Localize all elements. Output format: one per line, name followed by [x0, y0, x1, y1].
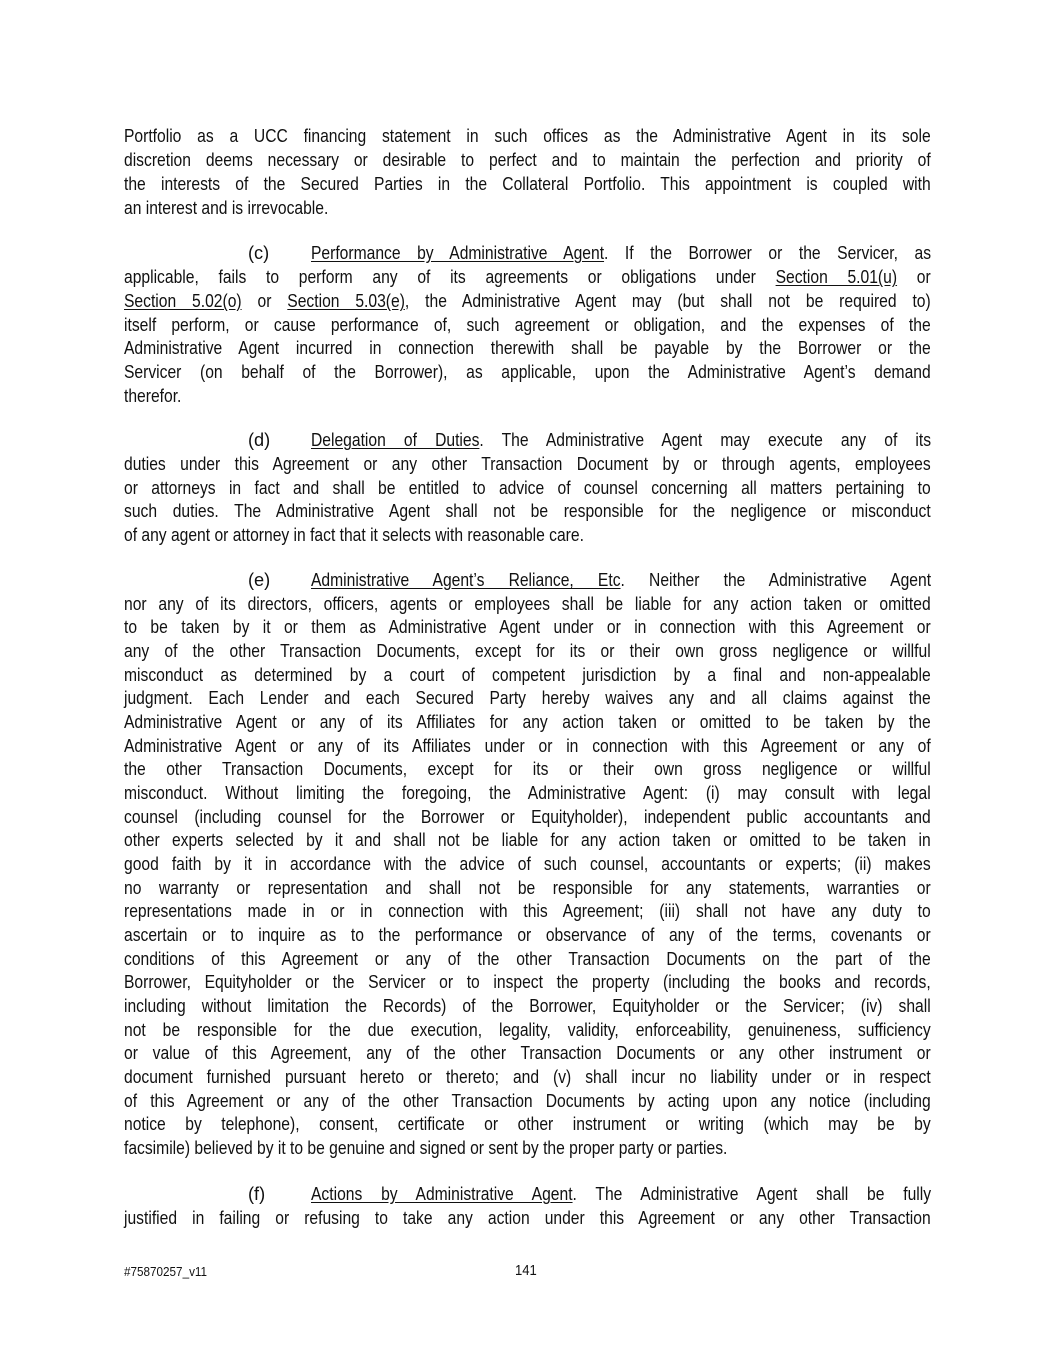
- section-heading: Delegation of Duties: [311, 430, 480, 450]
- section-heading: Actions by Administrative Agent: [311, 1184, 573, 1204]
- text-line: representations made in or in connection with this Agreement; (iii) shall not have any duty to: [124, 901, 931, 921]
- section-heading-line: Actions by Administrative Agent. The Administrative Agent shall be fully: [311, 1184, 932, 1204]
- text-line: including without limitation the Records) of the Borrower, Equityholder or the Servicer; (iv) shall: [124, 996, 931, 1016]
- text-line: the interests of the Secured Parties in the Collateral Portfolio. This appointment is coupled with: [124, 174, 931, 194]
- text-line: misconduct. Without limiting the foregoing, the Administrative Agent: (i) may consult with legal: [124, 783, 931, 803]
- text-line: duties under this Agreement or any other Transaction Document by or through agents, employees: [124, 454, 931, 474]
- text-line: of this Agreement or any of the other Transaction Documents by acting upon any notice (including: [124, 1091, 931, 1111]
- text-line: ascertain or to inquire as to the performance or observance of any of the terms, covenants or: [124, 925, 931, 945]
- page-number: 141: [515, 1263, 537, 1279]
- text-line: other experts selected by it and shall not be liable for any action taken or omitted to be taken in: [124, 830, 931, 850]
- text-line: notice by telephone), consent, certificate or other instrument or writing (which may be by: [124, 1114, 931, 1134]
- text-line: justified in failing or refusing to take any action under this Agreement or any other Transaction: [124, 1208, 931, 1228]
- text-line: no warranty or representation and shall not be responsible for any statements, warranties or: [124, 878, 931, 898]
- section-heading-line: Delegation of Duties. The Administrative Agent may execute any of its: [311, 430, 932, 450]
- text-line: Portfolio as a UCC financing statement in such offices as the Administrative Agent in its sole: [124, 126, 931, 146]
- document-id: #75870257_v11: [124, 1264, 208, 1279]
- text-line: Administrative Agent or any of its Affiliates under or in connection with this Agreement or any of: [124, 736, 931, 756]
- section-heading: Administrative Agent’s Reliance, Etc: [311, 570, 621, 590]
- section-heading-line: Performance by Administrative Agent. If the Borrower or the Servicer, as: [311, 243, 932, 263]
- text-line: nor any of its directors, officers, agents or employees shall be liable for any action taken or omitted: [124, 594, 931, 614]
- text-line: good faith by it in accordance with the advice of such counsel, accountants or experts; (ii) makes: [124, 854, 931, 874]
- text-line: to be taken by it or them as Administrative Agent under or in connection with this Agreement or: [124, 617, 931, 637]
- section-label: (c): [248, 243, 270, 263]
- section-reference-link: Section 5.01(u): [775, 267, 898, 287]
- text-line: discretion deems necessary or desirable to perfect and to maintain the perfection and priority of: [124, 150, 931, 170]
- text-line: not be responsible for the due execution, legality, validity, enforceability, genuineness, sufficiency: [124, 1020, 931, 1040]
- text-line: Administrative Agent incurred in connection therewith shall be payable by the Borrower or the: [124, 338, 931, 358]
- text-line: facsimile) believed by it to be genuine and signed or sent by the proper party or parties.: [124, 1138, 728, 1158]
- text-line: Borrower, Equityholder or the Servicer or to inspect the property (including the books and records,: [124, 972, 931, 992]
- section-label: (d): [248, 430, 271, 450]
- section-label: (e): [248, 570, 271, 590]
- text-line: applicable, fails to perform any of its agreements or obligations under Section 5.01(u) or: [124, 267, 931, 287]
- text-line: or attorneys in fact and shall be entitled to advice of counsel concerning all matters pertaining to: [124, 478, 931, 498]
- text-line: itself perform, or cause performance of, such agreement or obligation, and the expenses of the: [124, 315, 931, 335]
- text-line: Administrative Agent or any of its Affiliates for any action taken or omitted to be taken by the: [124, 712, 931, 732]
- text-line: conditions of this Agreement or any of the other Transaction Documents on the part of the: [124, 949, 931, 969]
- text-line: such duties. The Administrative Agent shall not be responsible for the negligence or misconduct: [124, 501, 931, 521]
- text-line: the other Transaction Documents, except for its or their own gross negligence or willful: [124, 759, 931, 779]
- section-label: (f): [248, 1184, 266, 1204]
- section-heading-line: Administrative Agent’s Reliance, Etc. Neither the Administrative Agent: [311, 570, 932, 590]
- section-reference-link: Section 5.02(o): [124, 291, 242, 311]
- text-line: therefor.: [124, 386, 182, 406]
- section-heading: Performance by Administrative Agent: [311, 243, 605, 263]
- section-reference-link: Section 5.03(e): [287, 291, 405, 311]
- text-line: document furnished pursuant hereto or thereto; and (v) shall incur no liability under or in respect: [124, 1067, 931, 1087]
- text-line: Section 5.02(o) or Section 5.03(e), the Administrative Agent may (but shall not be required to): [124, 291, 931, 311]
- text-line: misconduct as determined by a court of competent jurisdiction by a final and non-appealable: [124, 665, 931, 685]
- text-line: any of the other Transaction Documents, except for its or their own gross negligence or willful: [124, 641, 931, 661]
- text-line: judgment. Each Lender and each Secured Party hereby waives any and all claims against the: [124, 688, 931, 708]
- text-line: of any agent or attorney in fact that it selects with reasonable care.: [124, 525, 584, 545]
- text-line: an interest and is irrevocable.: [124, 198, 329, 218]
- text-line: Servicer (on behalf of the Borrower), as applicable, upon the Administrative Agent’s demand: [124, 362, 931, 382]
- text-line: counsel (including counsel for the Borrower or Equityholder), independent public accountants and: [124, 807, 931, 827]
- text-line: or value of this Agreement, any of the other Transaction Documents or any other instrument or: [124, 1043, 931, 1063]
